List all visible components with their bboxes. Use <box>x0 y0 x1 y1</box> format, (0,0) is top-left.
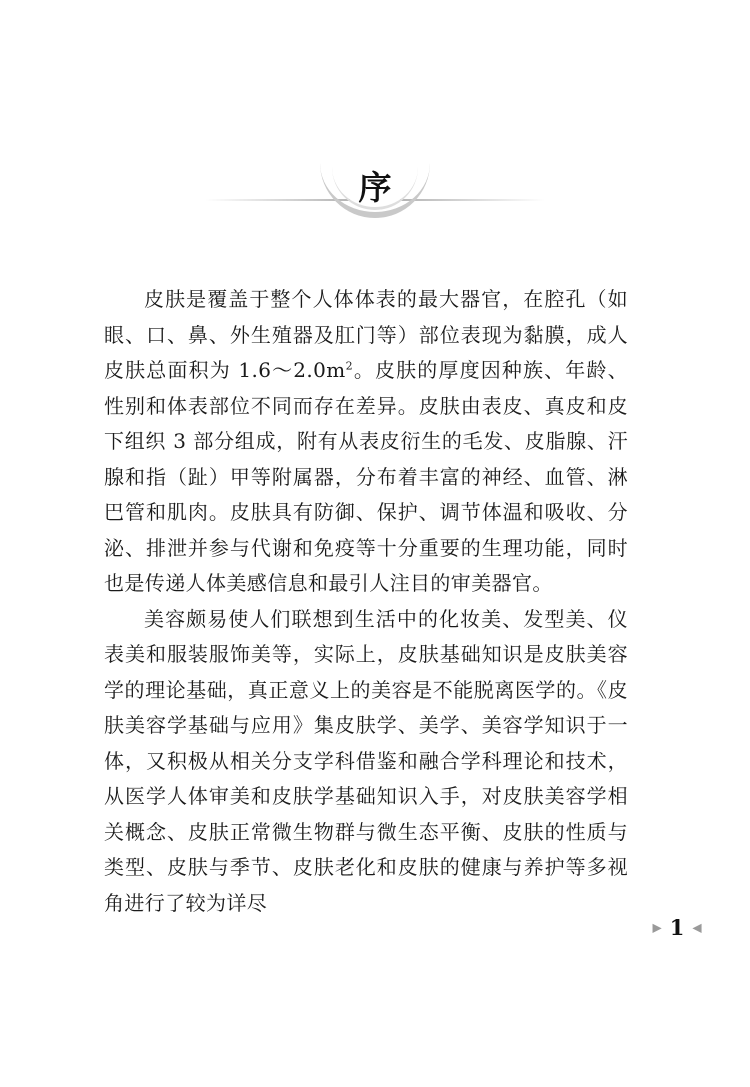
body-text <box>104 282 628 921</box>
area-unit-superscript: 2 <box>345 359 354 373</box>
triangle-right-icon: ▶ <box>652 920 662 935</box>
page-number-block <box>642 911 712 941</box>
paragraph-2: 美容颇易使人们联想到生活中的化妆美、发型美、仪表美和服装服饰美等，实际上，皮肤基础知识是皮肤美容学的理论基础，真正意义上的美容是不能脱离医学的。《皮肤美容学基础与应用》集皮肤学、美学、美容学知识于一体，又积极从相关分支学科借鉴和融合学科理论和技术，从医学人体审美和皮肤学基础知识入手，对皮肤美容学相关概念、皮肤正常微生物群与微生态平衡、皮肤的性质与类型、皮肤与季节、皮肤老化和皮肤的健康与养护等多视角进行了较为详尽 <box>104 606 628 915</box>
triangle-left-icon: ◀ <box>692 920 702 935</box>
page-number: 1 <box>669 914 685 940</box>
page-title: 序 <box>358 168 392 207</box>
paragraph-1 <box>104 282 628 602</box>
paragraph-1-text-a: 皮肤是覆盖于整个人体体表的最大器官，在腔孔（如眼、口、鼻、外生殖器及肛门等）部位表现为黏膜，成人皮肤总面积为 1.6～2.0m <box>104 287 628 382</box>
title-block <box>0 150 750 230</box>
paragraph-1-text-b: 。皮肤的厚度因种族、年龄、性别和体表部位不同而存在差异。皮肤由表皮、真皮和皮下组织 3 部分组成，附有从表皮衍生的毛发、皮脂腺、汗腺和指（趾）甲等附属器，分布着丰富的神经、血管、淋巴管和肌肉。皮肤具有防御、保护、调节体温和吸收、分泌、排泄并参与代谢和免疫等十分重要的生理功能，同时也是传递人体美感信息和最引人注目的审美器官。 <box>104 358 629 595</box>
